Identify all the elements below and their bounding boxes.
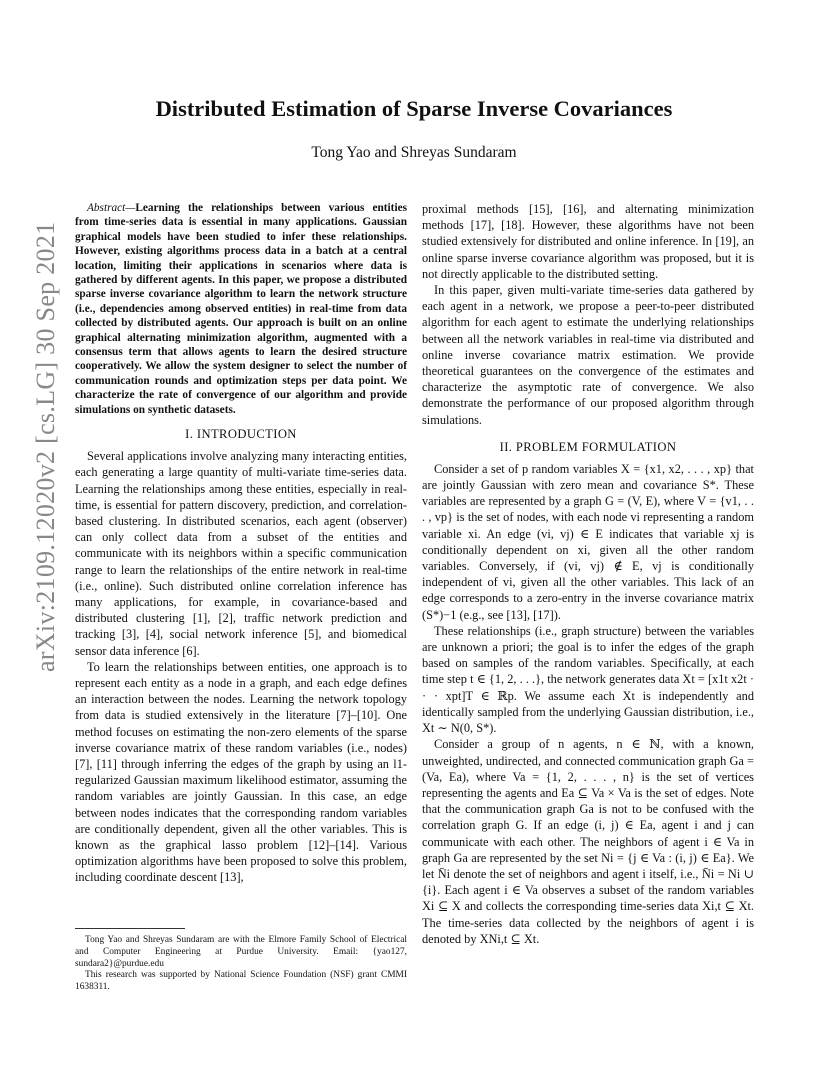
right-paragraph-2: In this paper, given multi-variate time-series data gathered by each agent in a network, we propose a peer-to-peer distributed algorithm for each agent to estimate the underlying relationships between all the network variables in real-time via distributed and online inverse covariance matrix estimation. We provide theoretical guarantees on the convergence of the estimates and characterize the asymptotic rate of convergence. We also demonstrate the performance of our proposed algorithm through simulations. bbox=[422, 283, 754, 427]
footnote-funding: This research was supported by National Science Foundation (NSF) grant CMMI 1638311. bbox=[75, 970, 407, 993]
footnote-affiliation: Tong Yao and Shreyas Sundaram are with the Elmore Family School of Electrical and Computer Engineering at Purdue University. Email: {yao127, sundara2}@purdue.edu bbox=[75, 935, 407, 969]
problem-paragraph-1: Consider a set of p random variables X = {x1, x2, . . . , xp} that are jointly Gaussian with zero mean and covariance S*. These variables are represented by a graph G = (V, E), where V = {v1, . . . , vp} is the set of nodes, with each node vi representing a random variable xi. An edge (vi, vj) ∈ E indicates that variable xj is conditionally dependent on xi, given all the other random variables. Conversely, if (vi, vj) ∉ E, vj is conditionally independent of vi, given all the other variables. This lack of an edge corresponds to a zero-entry in the inverse covariance matrix (S*)−1 (e.g., see [13], [17]). bbox=[422, 461, 754, 622]
footnote-rule bbox=[75, 928, 185, 929]
section-heading-introduction: I. INTRODUCTION bbox=[185, 427, 297, 442]
problem-paragraph-3: Consider a group of n agents, n ∈ ℕ, with a known, unweighted, undirected, and connected communication graph Ga = (Va, Ea), where Va = {1, 2, . . . , n} is the set of vertices representing the agents and Ea ⊆ Va × Va is the set of edges. Note that the communication graph Ga is not to be confused with the correlation graph G. If an edge (i, j) ∈ Ea, agent i and j can communicate with each other. The neighbors of agent i ∈ Va in graph Ga are represented by the set Ni = {j ∈ Va : (i, j) ∈ Ea}. We let N̄i denote the set of neighbors and agent i itself, i.e., N̄i = Ni ∪ {i}. Each agent i ∈ Va observes a subset of the random variables Xi ⊆ X and collects the corresponding time-series data Xi,t ⊆ Xt. The time-series data collected by the neighbors of agent i is denoted by XNi,t ⊆ Xt. bbox=[422, 737, 754, 946]
paper-title: Distributed Estimation of Sparse Inverse Covariances bbox=[155, 96, 673, 121]
abstract-text: Learning the relationships between various entities from time-series data is essential in many applications. Gaussian graphical models have been studied to infer these relationships. However, existing algorithms process data in a batch at a central location, limiting their applications in scenarios where data is gathered by different agents. In this paper, we propose a distributed sparse inverse covariance algorithm to learn the network structure (i.e., dependencies among observed entities) in real-time from data collected by distributed agents. Our approach is built on an online graphical alternating minimization algorithm, augmented with a consensus term that allows agents to learn the desired structure cooperatively. We allow the system designer to select the number of communication rounds and optimization steps per data point. We characterize the rate of convergence of our algorithm and provide simulations on synthetic datasets. bbox=[75, 202, 407, 416]
footnotes bbox=[75, 928, 407, 994]
intro-paragraph-2: To learn the relationships between entities, one approach is to represent each entity as a node in a graph, and each edge defines an interaction between the nodes. Learning the network topology from data is studied extensively in the literature [7]–[10]. One method focuses on estimating the non-zero elements of the sparse inverse covariance matrix of these random variables (i.e., nodes) [7], [11] through inferring the edges of the graph by using an l1-regularized Gaussian maximum likelihood estimator, assuming the random variables are jointly Gaussian. In this case, an edge between nodes indicates that the corresponding random variables are conditionally dependent, given all the other variables. This is known as the graphical lasso problem [12]–[14]. Various optimization algorithms have been proposed to solve this problem, including coordinate descent [13], bbox=[75, 659, 407, 885]
section-heading-problem-formulation: II. PROBLEM FORMULATION bbox=[499, 439, 677, 454]
abstract bbox=[75, 201, 407, 417]
left-column bbox=[75, 201, 407, 886]
paper-authors: Tong Yao and Shreyas Sundaram bbox=[311, 144, 517, 161]
right-paragraph-1: proximal methods [15], [16], and alternating minimization methods [17], [18]. However, these algorithms have not been studied extensively for distributed and online inference. In [19], an online sparse inverse covariance algorithm was proposed, but it is not directly applicable to the distributed setting. bbox=[422, 202, 754, 281]
abstract-label: Abstract— bbox=[87, 202, 136, 214]
intro-paragraph-1: Several applications involve analyzing many interacting entities, each generating a large quantity of multi-variate time-series data. Learning the relationships among these entities, especially in real-time, is essential for pattern discovery, prediction, and correlation-based clustering. In distributed scenarios, each agent (observer) can only collect data from a subset of the entities and communicate with its neighbors within a specific communication range to learn the relationships of the entire network in real-time (i.e., online). Such distributed online correlation inference has many applications, for example, in covariance-based and distributed clustering [1], [2], traffic network prediction and tracking [3], [4], social network inference [5], and biomedical sensor data inference [6]. bbox=[75, 449, 407, 658]
problem-paragraph-2: These relationships (i.e., graph structure) between the variables are unknown a priori; the goal is to infer the edges of the graph based on samples of the random variables. Specifically, at each time step t ∈ {1, 2, . . .}, the network generates data Xt = [x1t x2t · · · xpt]T ∈ ℝp. We assume each Xt is independently and identically sampled from the underlying Gaussian distribution, i.e., Xt ∼ N(0, S*). bbox=[422, 623, 754, 736]
right-column bbox=[422, 201, 754, 947]
arxiv-identifier: arXiv:2109.12020v2 [cs.LG] 30 Sep 2021 bbox=[31, 221, 60, 672]
